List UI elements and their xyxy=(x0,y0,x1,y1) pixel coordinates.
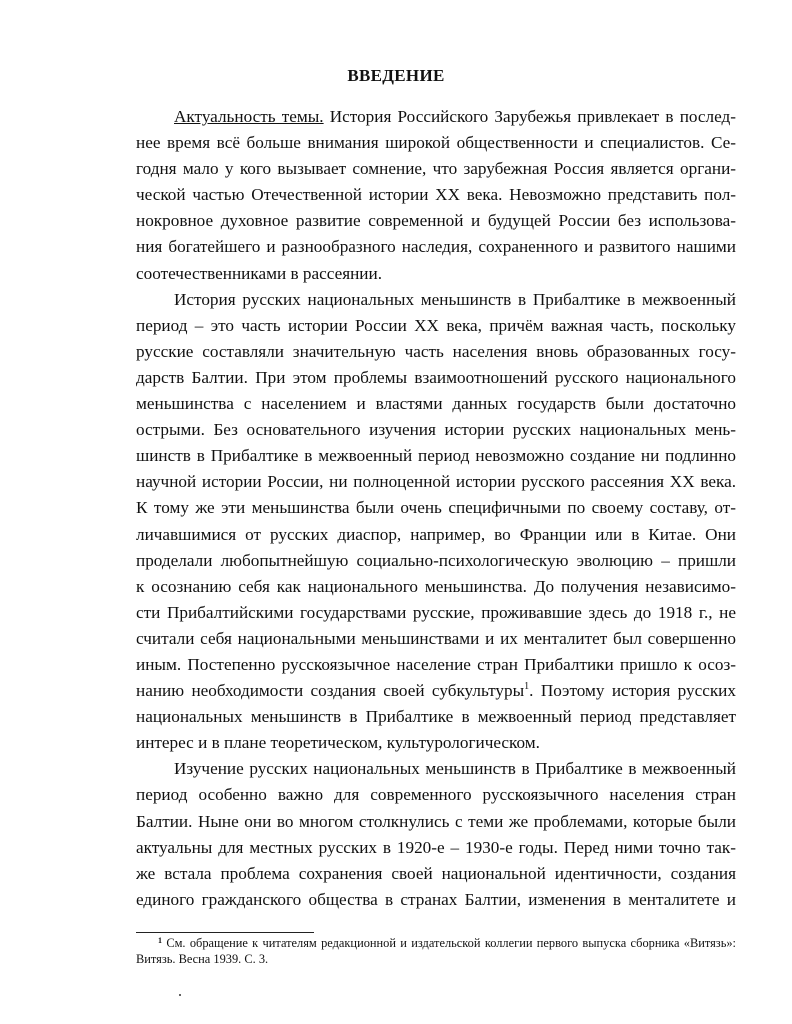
text-line: острыми. Без основательного изучения истории русских национальных мень- xyxy=(136,420,736,440)
text-line: проделали любопытнейшую социально-психологическую эволюцию – пришли xyxy=(136,550,736,570)
text-line xyxy=(136,678,736,704)
text-line: дарств Балтии. При этом проблемы взаимоотношений русского национального xyxy=(136,367,736,387)
text-segment: История Российского Зарубежья привлекает в послед- xyxy=(323,107,736,126)
text-line: актуальны для местных русских в 1920-е – 1930-е годы. Перед ними точно так- xyxy=(136,837,736,857)
text-line: сти Прибалтийскими государствами русские, проживавшие здесь до 1918 г., не xyxy=(136,602,736,622)
text-line: иным. Постепенно русскоязычное население стран Прибалтики пришло к осоз- xyxy=(136,654,736,674)
text-line: История русских национальных меньшинств в Прибалтике в межвоенный xyxy=(174,289,736,309)
text-line: ческой частью Отечественной истории XX века. Невозможно представить пол- xyxy=(136,185,736,205)
text-line: национальных меньшинств в Прибалтике в межвоенный период представляет xyxy=(136,707,736,727)
text-line: меньшинства с населением и властями данных государств были достаточно xyxy=(136,394,736,414)
text-line: к осознанию себя как национального меньшинства. До получения независимо- xyxy=(136,576,736,596)
text-line: же встала проблема сохранения своей национальной идентичности, создания xyxy=(136,863,736,883)
section-lead-label: Актуальность темы. xyxy=(174,107,324,126)
text-line: Изучение русских национальных меньшинств в Прибалтике в межвоенный xyxy=(174,759,736,779)
text-line xyxy=(136,104,736,130)
text-line: К тому же эти меньшинства были очень специфичными по своему составу, от- xyxy=(136,498,736,518)
footnote-divider xyxy=(136,932,314,933)
text-line: личавшимися от русских диаспор, например, во Франции или в Китае. Они xyxy=(136,524,736,544)
text-line: нее время всё больше внимания широкой общественности и специалистов. Се- xyxy=(136,133,736,153)
text-line: русские составляли значительную часть населения вновь образованных госу- xyxy=(136,341,736,361)
text-line: единого гражданского общества в странах Балтии, изменения в менталитете и xyxy=(136,889,736,909)
page-title: ВВЕДЕНИЕ xyxy=(347,66,445,85)
text-line: период особенно важно для современного русскоязычного населения стран xyxy=(136,785,736,805)
scan-speck xyxy=(179,994,181,996)
text-line: нокровное духовное развитие современной и будущей России без использова- xyxy=(136,211,736,231)
text-line: годня мало у кого вызывает сомнение, что зарубежная Россия является органи- xyxy=(136,159,736,179)
footnote-number: 1 xyxy=(158,936,162,945)
footnote-text: См. обращение к читателям редакционной и издательской коллегии первого выпуска сборника «Витязь»: xyxy=(166,936,736,950)
body-text xyxy=(136,104,736,913)
text-line: Балтии. Ныне они во многом столкнулись с теми же проблемами, которые были xyxy=(136,811,736,831)
text-line: период – это часть истории России XX века, причём важная часть, поскольку xyxy=(136,315,736,335)
text-segment: нанию необходимости создания своей субкультуры xyxy=(136,681,525,701)
footnote-line: Витязь. Весна 1939. С. 3. xyxy=(136,952,269,966)
text-line: ния богатейшего и разнообразного наследия, сохраненного и развитого нашими xyxy=(136,237,736,257)
text-line: интерес и в плане теоретическом, культурологическом. xyxy=(136,733,540,753)
text-line: шинств в Прибалтике в межвоенный период невозможно создание ни подлинно xyxy=(136,446,736,466)
footnote-reference[interactable]: 1 xyxy=(524,681,530,693)
text-line: соотечественниками в рассеянии. xyxy=(136,263,382,283)
text-segment: . Поэтому история русских xyxy=(529,681,736,701)
text-line: считали себя национальными меньшинствами и их менталитет был совершенно xyxy=(136,628,736,648)
text-line: научной истории России, ни полноценной истории русского рассеяния XX века. xyxy=(136,472,736,492)
footnote-line xyxy=(136,935,736,951)
footnote-area xyxy=(136,935,736,967)
